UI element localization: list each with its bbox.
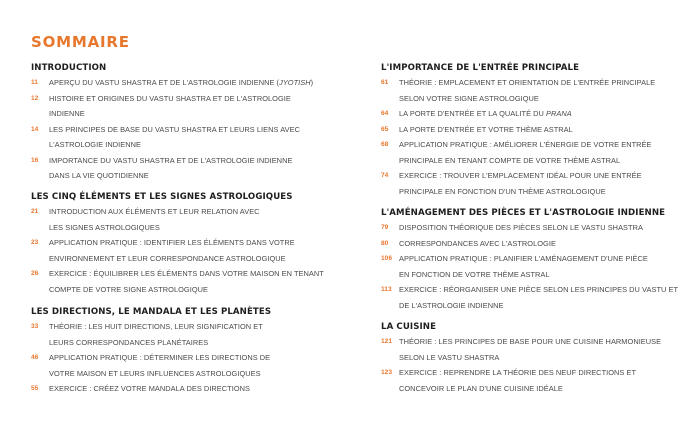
- section-title: L'AMÉNAGEMENT DES PIÈCES ET L'ASTROLOGIE INDIENNE: [381, 208, 666, 218]
- toc-entry[interactable]: [31, 122, 351, 153]
- page-number: 65: [381, 125, 389, 133]
- toc-entry[interactable]: [31, 204, 351, 235]
- toc-entry[interactable]: [381, 220, 691, 236]
- page-number: 79: [381, 224, 389, 231]
- page-number: 61: [381, 79, 389, 86]
- entry-title: [49, 319, 351, 350]
- toc-section-introduction: [31, 62, 351, 184]
- toc-entry[interactable]: [31, 381, 351, 397]
- entry-title: [49, 350, 351, 381]
- entry-line: VOTRE MAISON ET LEURS INFLUENCES ASTROLOGIQUES: [49, 368, 261, 378]
- entry-title: [399, 365, 691, 396]
- page-number: 64: [381, 110, 389, 117]
- page-number: 121: [381, 338, 393, 345]
- entry-line: CONCEVOIR LE PLAN D'UNE CUISINE IDÉALE: [399, 383, 563, 393]
- entry-title: [399, 220, 691, 236]
- entry-line: L'ASTROLOGIE INDIENNE: [49, 140, 141, 149]
- toc-entry[interactable]: [31, 235, 351, 266]
- toc-entry[interactable]: [381, 251, 691, 282]
- section-title: L'IMPORTANCE DE L'ENTRÉE PRINCIPALE: [381, 63, 580, 73]
- entry-line: LA PORTE D'ENTRÉE ET LA QUALITÉ DU PRANA: [399, 109, 572, 118]
- entry-title: [49, 235, 351, 266]
- section-title: LES CINQ ÉLÉMENTS ET LES SIGNES ASTROLOGIQUES: [31, 192, 293, 202]
- entry-line: DANS LA VIE QUOTIDIENNE: [49, 171, 149, 180]
- section-title: INTRODUCTION: [31, 63, 107, 73]
- entry-line: CORRESPONDANCES AVEC L'ASTROLOGIE: [399, 238, 556, 248]
- page-number: 113: [381, 286, 392, 293]
- toc-section-amenagement-pieces: [381, 207, 691, 313]
- entry-title: [399, 106, 691, 122]
- entry-line: THÉORIE : LES PRINCIPES DE BASE POUR UNE CUISINE HARMONIEUSE: [399, 337, 662, 346]
- entry-title: [399, 75, 691, 106]
- entry-line: INDIENNE: [49, 109, 85, 118]
- page-number: 80: [381, 239, 389, 247]
- toc-entry[interactable]: [381, 236, 691, 252]
- entry-line: EN FONCTION DE VOTRE THÈME ASTRAL: [399, 269, 550, 279]
- page-number: 46: [31, 354, 39, 361]
- section-title: LES DIRECTIONS, LE MANDALA ET LES PLANÈTES: [31, 307, 272, 317]
- entry-line: PRINCIPALE EN TENANT COMPTE DE VOTRE THÈME ASTRAL: [399, 155, 621, 165]
- entry-line: SELON LE VASTU SHASTRA: [399, 352, 500, 362]
- page-number: 23: [31, 239, 39, 246]
- toc-section-directions: [31, 306, 351, 397]
- entry-title: [49, 91, 351, 122]
- entry-title: [399, 122, 691, 138]
- entry-line: EXERCICE : REPRENDRE LA THÉORIE DES NEUF DIRECTIONS ET: [399, 368, 637, 377]
- page-number: 26: [31, 270, 39, 277]
- section-title: LA CUISINE: [381, 322, 437, 332]
- entry-line: THÉORIE : LES HUIT DIRECTIONS, LEUR SIGNIFICATION ET: [49, 322, 263, 331]
- page-number: 55: [31, 385, 39, 392]
- entry-line: APPLICATION PRATIQUE : DÉTERMINER LES DIRECTIONS DE: [49, 353, 271, 362]
- toc-entry[interactable]: [31, 319, 351, 350]
- toc-entry[interactable]: [381, 106, 691, 122]
- entry-line: EXERCICE : TROUVER L'EMPLACEMENT IDÉAL POUR UNE ENTRÉE: [399, 171, 642, 180]
- entry-title: [49, 266, 351, 297]
- page-number: 74: [381, 172, 389, 179]
- toc-entry[interactable]: [31, 153, 351, 184]
- entry-line: APPLICATION PRATIQUE : IDENTIFIER LES ÉLÉMENTS DANS VOTRE: [49, 238, 295, 247]
- entry-line: INTRODUCTION AUX ÉLÉMENTS ET LEUR RELATION AVEC: [49, 207, 260, 216]
- entry-line: DE L'ASTROLOGIE INDIENNE: [399, 300, 504, 310]
- entry-line: APPLICATION PRATIQUE : AMÉLIORER L'ÉNERGIE DE VOTRE ENTRÉE: [399, 140, 652, 149]
- toc-section-cuisine: [381, 321, 691, 396]
- entry-title: [399, 168, 691, 199]
- toc-entry[interactable]: [381, 282, 691, 313]
- entry-title: [399, 251, 691, 282]
- entry-line: ENVIRONNEMENT ET LEUR CORRESPONDANCE ASTROLOGIQUE: [49, 253, 286, 263]
- toc-entry[interactable]: [381, 75, 691, 106]
- entry-title: [49, 381, 351, 397]
- entry-title: [49, 75, 351, 91]
- toc-entry[interactable]: [381, 122, 691, 138]
- entry-line: DISPOSITION THÉORIQUE DES PIÈCES SELON LE VASTU SHASTRA: [399, 223, 643, 232]
- entry-line: THÉORIE : EMPLACEMENT ET ORIENTATION DE L'ENTRÉE PRINCIPALE: [399, 78, 656, 87]
- entry-title: [399, 282, 691, 313]
- toc-entry[interactable]: [381, 334, 691, 365]
- entry-line: EXERCICE : ÉQUILIBRER LES ÉLÉMENTS DANS VOTRE MAISON EN TENANT: [49, 269, 324, 278]
- toc-entry[interactable]: [381, 365, 691, 396]
- page-number: 123: [381, 369, 393, 376]
- page-number: 14: [31, 125, 39, 133]
- page-number: 68: [381, 141, 389, 148]
- toc-entry[interactable]: [381, 168, 691, 199]
- entry-line: PRINCIPALE EN FONCTION D'UN THÈME ASTROLOGIQUE: [399, 186, 606, 196]
- entry-line: APERÇU DU VASTU SHASTRA ET DE L'ASTROLOGIE INDIENNE (JYOTISH): [49, 78, 314, 87]
- toc-entry[interactable]: [381, 137, 691, 168]
- toc-entry[interactable]: [31, 75, 351, 91]
- page-title: SOMMAIRE: [31, 33, 130, 51]
- toc-entry[interactable]: [31, 350, 351, 381]
- page-number: 11: [31, 79, 38, 86]
- toc-section-cinq-elements: [31, 191, 351, 297]
- entry-title: [49, 122, 351, 153]
- entry-line: LES PRINCIPES DE BASE DU VASTU SHASTRA ET LEURS LIENS AVEC: [49, 124, 300, 134]
- entry-line: LES SIGNES ASTROLOGIQUES: [49, 222, 160, 232]
- entry-line: COMPTE DE VOTRE SIGNE ASTROLOGIQUE: [49, 284, 208, 294]
- entry-title: [49, 153, 351, 184]
- entry-line: LEURS CORRESPONDANCES PLANÉTAIRES: [49, 337, 209, 347]
- page-number: 21: [31, 208, 39, 215]
- entry-line: HISTOIRE ET ORIGINES DU VASTU SHASTRA ET DE L'ASTROLOGIE: [49, 93, 291, 103]
- entry-title: [399, 334, 691, 365]
- entry-line: SELON VOTRE SIGNE ASTROLOGIQUE: [399, 93, 539, 103]
- entry-title: [399, 236, 691, 252]
- page-number: 12: [31, 94, 39, 102]
- toc-section-entree-principale: [381, 62, 691, 199]
- entry-line: EXERCICE : CRÉEZ VOTRE MANDALA DES DIRECTIONS: [49, 384, 251, 393]
- entry-title: [49, 204, 351, 235]
- toc-entry[interactable]: [31, 266, 351, 297]
- entry-line: LA PORTE D'ENTRÉE ET VOTRE THÈME ASTRAL: [399, 124, 573, 134]
- page-number: 16: [31, 156, 39, 164]
- page-number: 33: [31, 323, 39, 330]
- entry-line: APPLICATION PRATIQUE : PLANIFIER L'AMÉNAGEMENT D'UNE PIÈCE: [399, 254, 648, 263]
- page-number: 106: [381, 255, 393, 262]
- entry-line: EXERCICE : RÉORGANISER UNE PIÈCE SELON LES PRINCIPES DU VASTU ET: [399, 285, 679, 294]
- entry-title: [399, 137, 691, 168]
- toc-entry[interactable]: [31, 91, 351, 122]
- entry-line: IMPORTANCE DU VASTU SHASTRA ET DE L'ASTROLOGIE INDIENNE: [49, 155, 293, 165]
